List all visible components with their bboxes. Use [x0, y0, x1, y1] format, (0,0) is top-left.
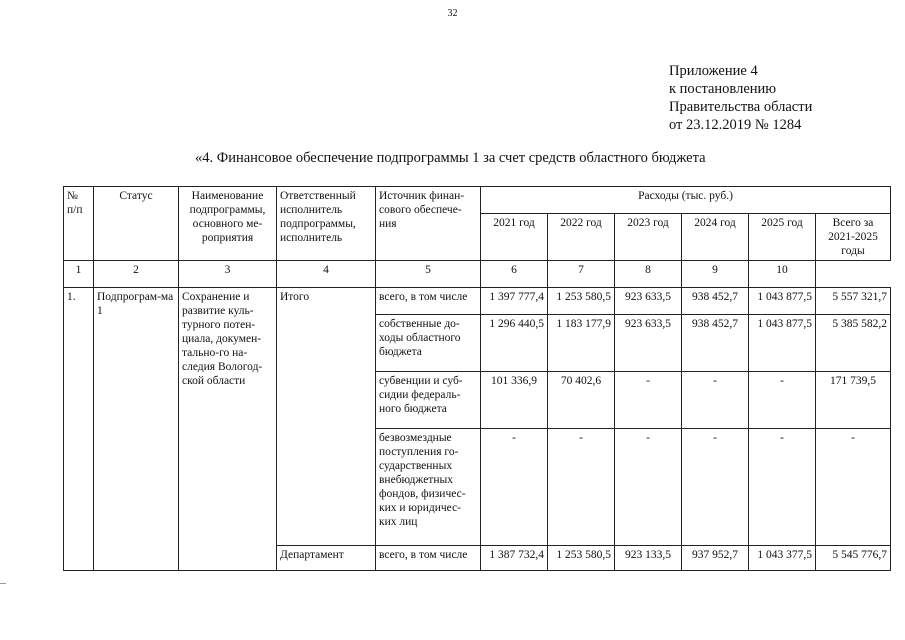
column-index: 5 — [376, 261, 481, 288]
appendix-line: Приложение 4 — [669, 63, 758, 79]
value-cell: - — [548, 429, 615, 546]
row-status: Подпрограм-ма 1 — [94, 288, 179, 571]
column-index: 8 — [615, 261, 682, 288]
column-index: 2 — [94, 261, 179, 288]
header-num: № п/п — [64, 187, 94, 261]
row-executor-dept: Департамент — [277, 546, 376, 571]
row-name: Сохранение и развитие куль-турного потен-циала, докумен-тально-го на-следия Вологод-ской области — [179, 288, 277, 571]
row-source: всего, в том числе — [376, 288, 481, 315]
header-expenses: Расходы (тыс. руб.) — [481, 187, 891, 214]
row-source: всего, в том числе — [376, 546, 481, 571]
column-index: 3 — [179, 261, 277, 288]
header-year: 2023 год — [615, 214, 682, 261]
value-cell: 923 633,5 — [615, 315, 682, 372]
value-cell: - — [615, 429, 682, 546]
value-cell: 1 043 377,5 — [749, 546, 816, 571]
value-cell: 1 043 877,5 — [749, 315, 816, 372]
header-year: 2022 год — [548, 214, 615, 261]
appendix-line: Правительства области — [669, 99, 813, 115]
scan-margin-mark — [0, 583, 6, 584]
header-name: Наименование подпрограммы, основного ме-роприятия — [179, 187, 277, 261]
row-source: собственные до-ходы областного бюджета — [376, 315, 481, 372]
value-cell: 101 336,9 — [481, 372, 548, 429]
column-index: 10 — [749, 261, 816, 288]
column-index: 6 — [481, 261, 548, 288]
header-year: 2025 год — [749, 214, 816, 261]
row-executor-total: Итого — [277, 288, 376, 546]
header-source: Источник финан-сового обеспече-ния — [376, 187, 481, 261]
value-cell: 1 387 732,4 — [481, 546, 548, 571]
row-source: субвенции и суб-сидии федераль-ного бюджета — [376, 372, 481, 429]
header-total-years: Всего за 2021-2025 годы — [816, 214, 891, 261]
value-cell: 938 452,7 — [682, 288, 749, 315]
value-cell: - — [682, 429, 749, 546]
value-cell: - — [749, 372, 816, 429]
page-number: 32 — [447, 8, 458, 19]
value-cell: 70 402,6 — [548, 372, 615, 429]
column-index-row — [64, 261, 891, 288]
document-title: «4. Финансовое обеспечение подпрограммы 1 за счет средств областного бюджета — [195, 150, 706, 166]
row-num: 1. — [64, 288, 94, 571]
column-index: 1 — [64, 261, 94, 288]
header-executor: Ответственный исполнитель подпрограммы, исполнитель — [277, 187, 376, 261]
value-cell: 1 183 177,9 — [548, 315, 615, 372]
value-cell: 1 043 877,5 — [749, 288, 816, 315]
appendix-block — [669, 62, 812, 134]
value-cell: 1 253 580,5 — [548, 288, 615, 315]
value-cell: 1 296 440,5 — [481, 315, 548, 372]
appendix-line: от 23.12.2019 № 1284 — [669, 117, 802, 133]
value-cell: - — [481, 429, 548, 546]
column-index: 7 — [548, 261, 615, 288]
value-cell: 5 385 582,2 — [816, 315, 891, 372]
value-cell: 5 545 776,7 — [816, 546, 891, 571]
value-cell: - — [682, 372, 749, 429]
header-year: 2024 год — [682, 214, 749, 261]
header-year: 2021 год — [481, 214, 548, 261]
table-row — [64, 288, 891, 315]
value-cell: 1 253 580,5 — [548, 546, 615, 571]
value-cell: 923 133,5 — [615, 546, 682, 571]
value-cell: - — [749, 429, 816, 546]
value-cell: 937 952,7 — [682, 546, 749, 571]
row-source: безвозмездные поступления го-сударственных внебюджетных фондов, физичес-ких и юридичес-ких лиц — [376, 429, 481, 546]
value-cell: - — [816, 429, 891, 546]
value-cell: 5 557 321,7 — [816, 288, 891, 315]
appendix-line: к постановлению — [669, 81, 777, 97]
value-cell: 171 739,5 — [816, 372, 891, 429]
value-cell: 1 397 777,4 — [481, 288, 548, 315]
column-index: 9 — [682, 261, 749, 288]
value-cell: - — [615, 372, 682, 429]
header-status: Статус — [94, 187, 179, 261]
value-cell: 938 452,7 — [682, 315, 749, 372]
financing-table — [63, 186, 891, 571]
value-cell: 923 633,5 — [615, 288, 682, 315]
column-index: 4 — [277, 261, 376, 288]
